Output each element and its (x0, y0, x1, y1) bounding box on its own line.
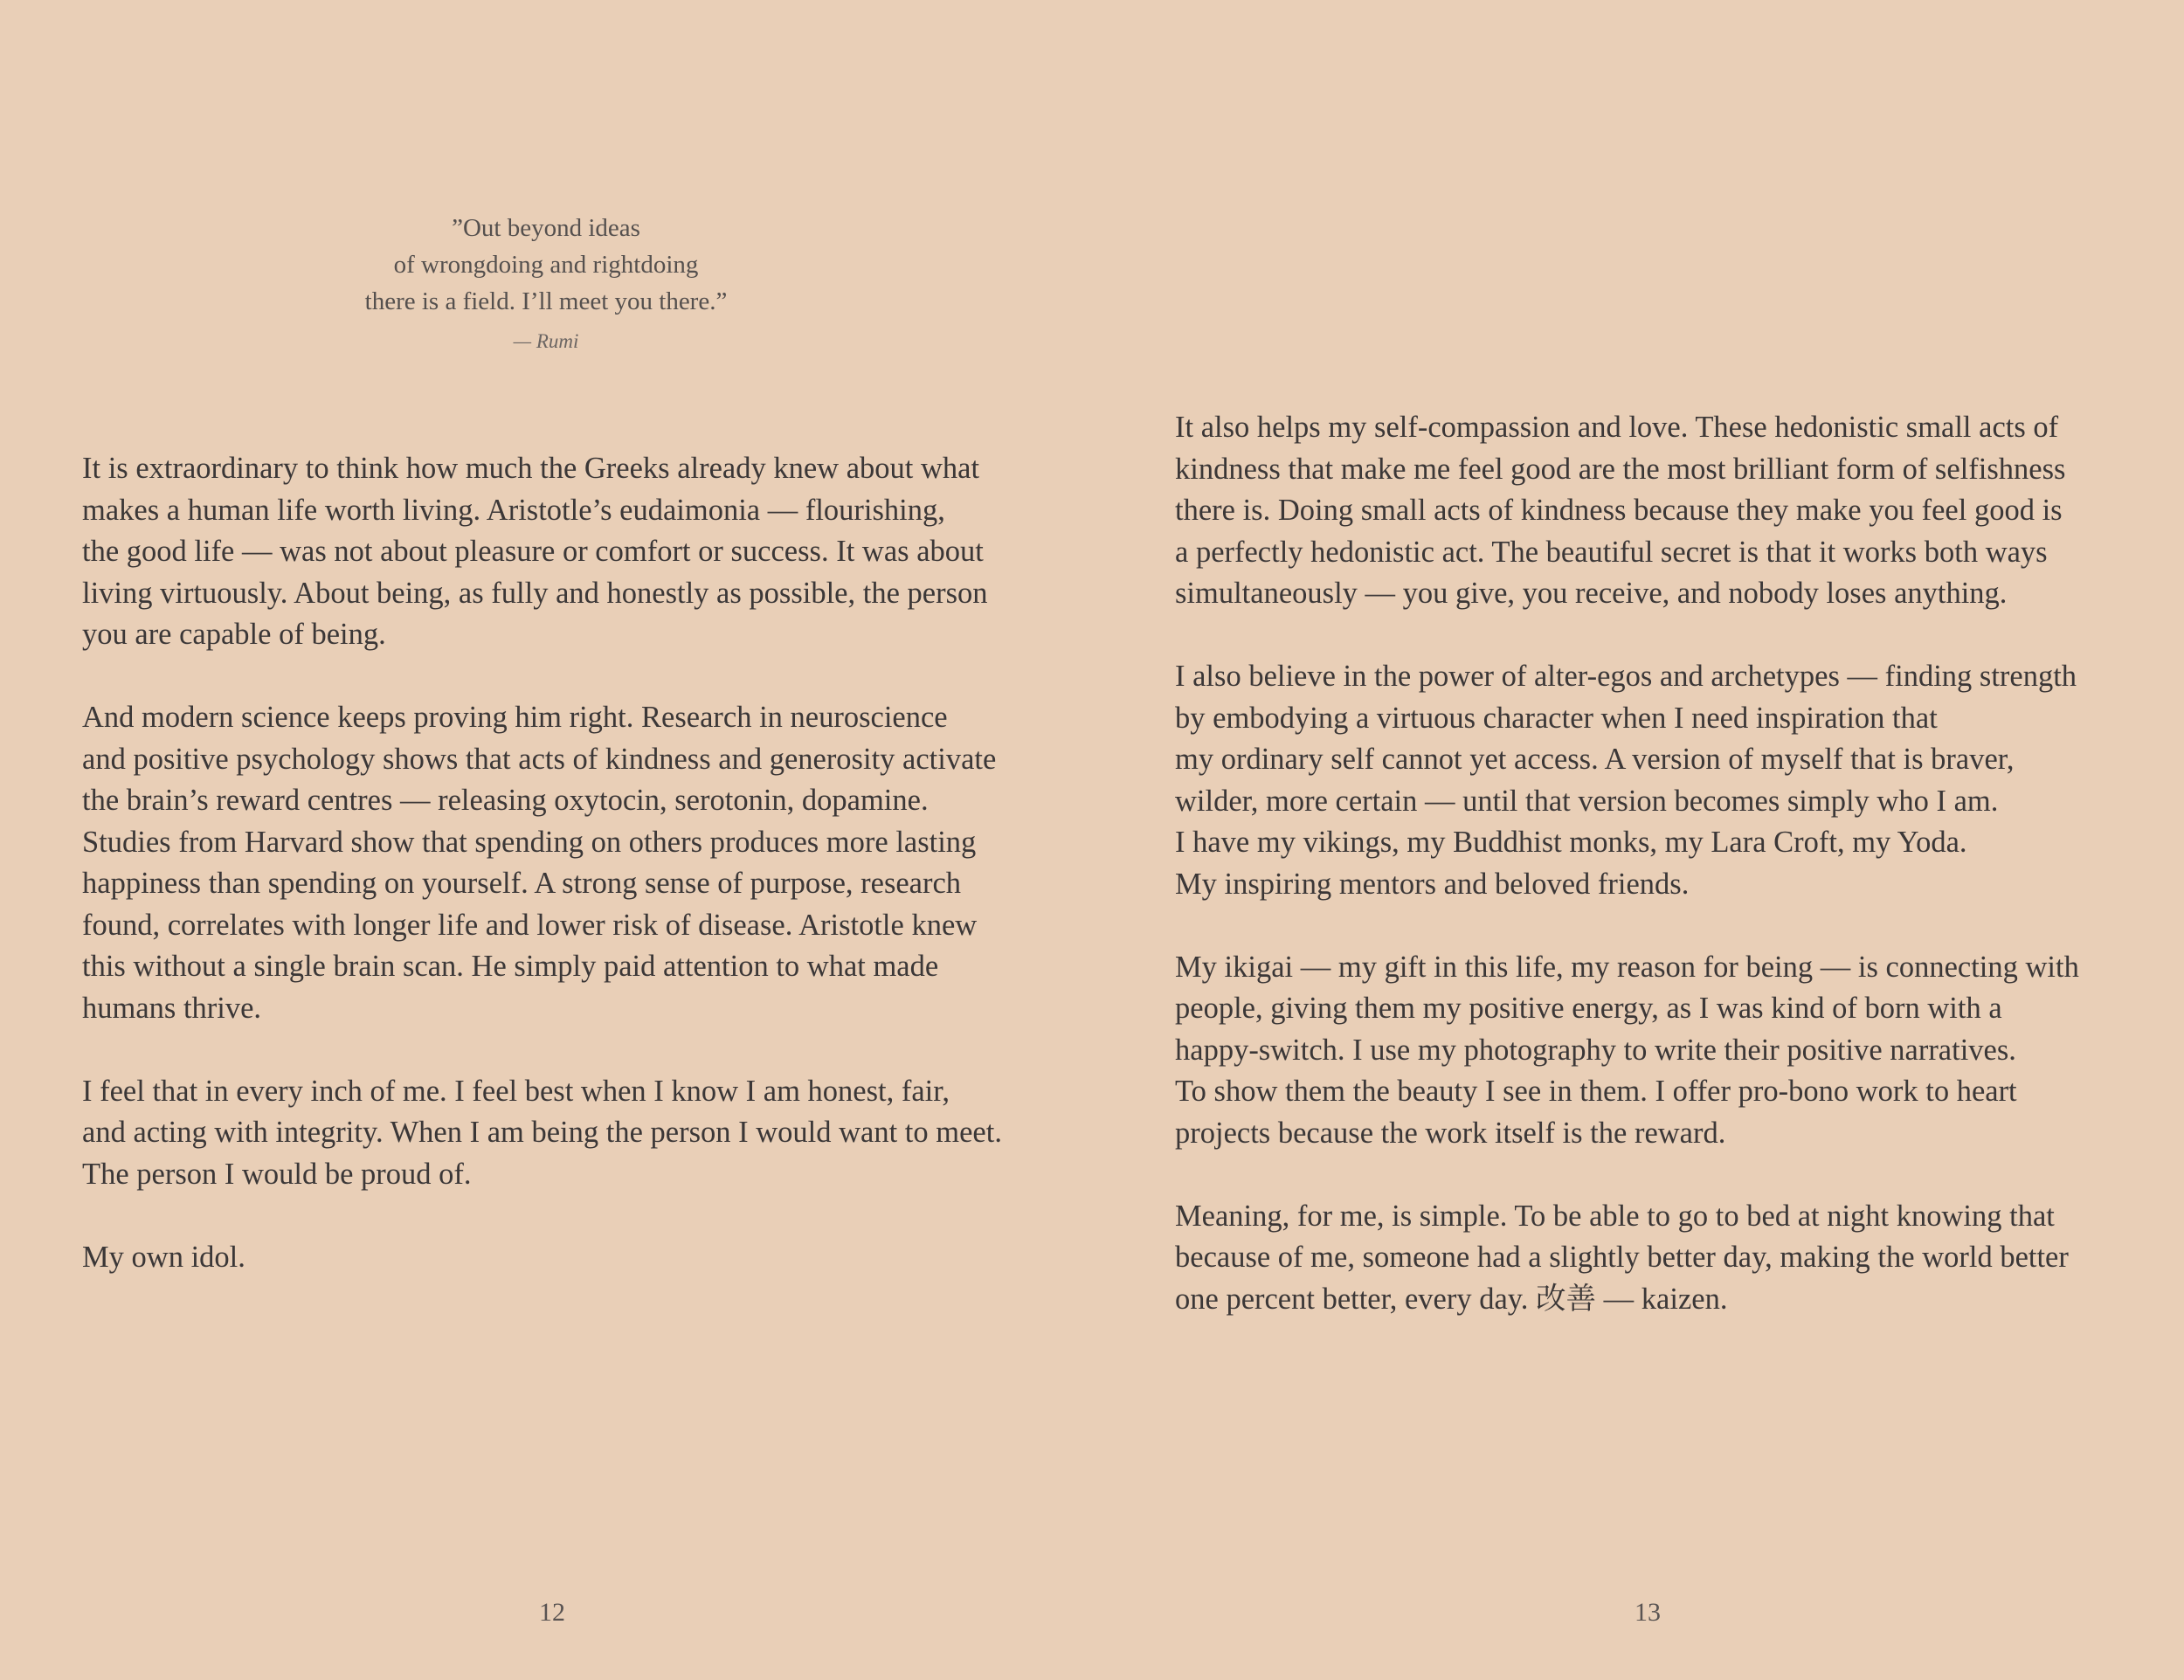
paragraph-gap (82, 1029, 1061, 1071)
text-line: wilder, more certain — until that version becomes simply who I am. (1175, 784, 1999, 818)
text-line: my ordinary self cannot yet access. A version of myself that is braver, (1175, 743, 2015, 776)
text-line: a perfectly hedonistic act. The beautiful secret is that it works both ways (1175, 535, 2048, 569)
paragraph (82, 697, 1061, 1029)
text-line: My ikigai — my gift in this life, my reason for being — is connecting with (1175, 950, 2079, 984)
text-line: happy-switch. I use my photography to write their positive narratives. (1175, 1033, 2016, 1067)
text-line: this without a single brain scan. He simply paid attention to what made (82, 950, 939, 983)
right-page (1092, 0, 2184, 1680)
paragraph (1175, 1196, 2171, 1321)
text-line: My own idol. (82, 1240, 245, 1274)
text-line: there is. Doing small acts of kindness because they make you feel good is (1175, 494, 2063, 527)
text-line: by embodying a virtuous character when I need inspiration that (1175, 701, 1938, 735)
text-line: the brain’s reward centres — releasing oxytocin, serotonin, dopamine. (82, 784, 929, 817)
text-line: I have my vikings, my Buddhist monks, my Lara Croft, my Yoda. (1175, 826, 1967, 859)
text-line: Studies from Harvard show that spending on others produces more lasting (82, 825, 977, 859)
epigraph-line: of wrongdoing and rightdoing (393, 251, 699, 279)
text-line: and acting with integrity. When I am being the person I would want to meet. (82, 1116, 1002, 1149)
text-line: I feel that in every inch of me. I feel best when I know I am honest, fair, (82, 1074, 950, 1108)
text-line: It is extraordinary to think how much the Greeks already knew about what (82, 452, 980, 485)
paragraph-gap (1175, 615, 2171, 657)
text-line: found, correlates with longer life and lower risk of disease. Aristotle knew (82, 908, 978, 942)
text-line: and positive psychology shows that acts of kindness and generosity activate (82, 742, 997, 776)
page-number: 12 (539, 1598, 565, 1627)
text-line: the good life — was not about pleasure or comfort or success. It was about (82, 535, 984, 568)
text-line: projects because the work itself is the reward. (1175, 1116, 1726, 1150)
right-body-text (1175, 407, 2171, 1320)
text-line: one percent better, every day. 改善 — kaizen. (1175, 1282, 1728, 1316)
text-line: people, giving them my positive energy, as I was kind of born with a (1175, 992, 2002, 1025)
text-line: It also helps my self-compassion and love. These hedonistic small acts of (1175, 411, 2059, 444)
paragraph (1175, 656, 2171, 905)
paragraph (1175, 947, 2171, 1155)
text-line: because of me, someone had a slightly better day, making the world better (1175, 1241, 2069, 1274)
paragraph (1175, 407, 2171, 615)
text-line: humans thrive. (82, 991, 262, 1025)
text-line: To show them the beauty I see in them. I offer pro-bono work to heart (1175, 1075, 2017, 1108)
text-line: kindness that make me feel good are the most brilliant form of selfishness (1175, 452, 2066, 486)
paragraph (82, 1237, 1061, 1279)
text-line: happiness than spending on yourself. A strong sense of purpose, research (82, 867, 962, 900)
paragraph (82, 448, 1061, 656)
paragraph (82, 1071, 1061, 1196)
paragraph-gap (82, 656, 1061, 698)
text-line: I also believe in the power of alter-egos and archetypes — finding strength (1175, 660, 2077, 693)
epigraph-attribution: — Rumi (513, 330, 579, 352)
page-number: 13 (1635, 1598, 1661, 1627)
left-body-text (82, 448, 1061, 1278)
paragraph-gap (1175, 1154, 2171, 1196)
text-line: And modern science keeps proving him right. Research in neuroscience (82, 701, 948, 734)
text-line: Meaning, for me, is simple. To be able to go to bed at night knowing that (1175, 1199, 2055, 1233)
text-line: living virtuously. About being, as fully and honestly as possible, the person (82, 576, 988, 610)
text-line: you are capable of being. (82, 618, 386, 651)
text-line: simultaneously — you give, you receive, and nobody loses anything. (1175, 577, 2008, 610)
paragraph-gap (82, 1195, 1061, 1237)
epigraph-line: there is a field. I’ll meet you there.” (364, 287, 728, 315)
epigraph (0, 210, 1092, 355)
epigraph-line: ”Out beyond ideas (452, 214, 640, 242)
text-line: My inspiring mentors and beloved friends. (1175, 867, 1690, 901)
text-line: makes a human life worth living. Aristotle’s eudaimonia — flourishing, (82, 493, 945, 527)
text-line: The person I would be proud of. (82, 1157, 472, 1191)
paragraph-gap (1175, 905, 2171, 947)
